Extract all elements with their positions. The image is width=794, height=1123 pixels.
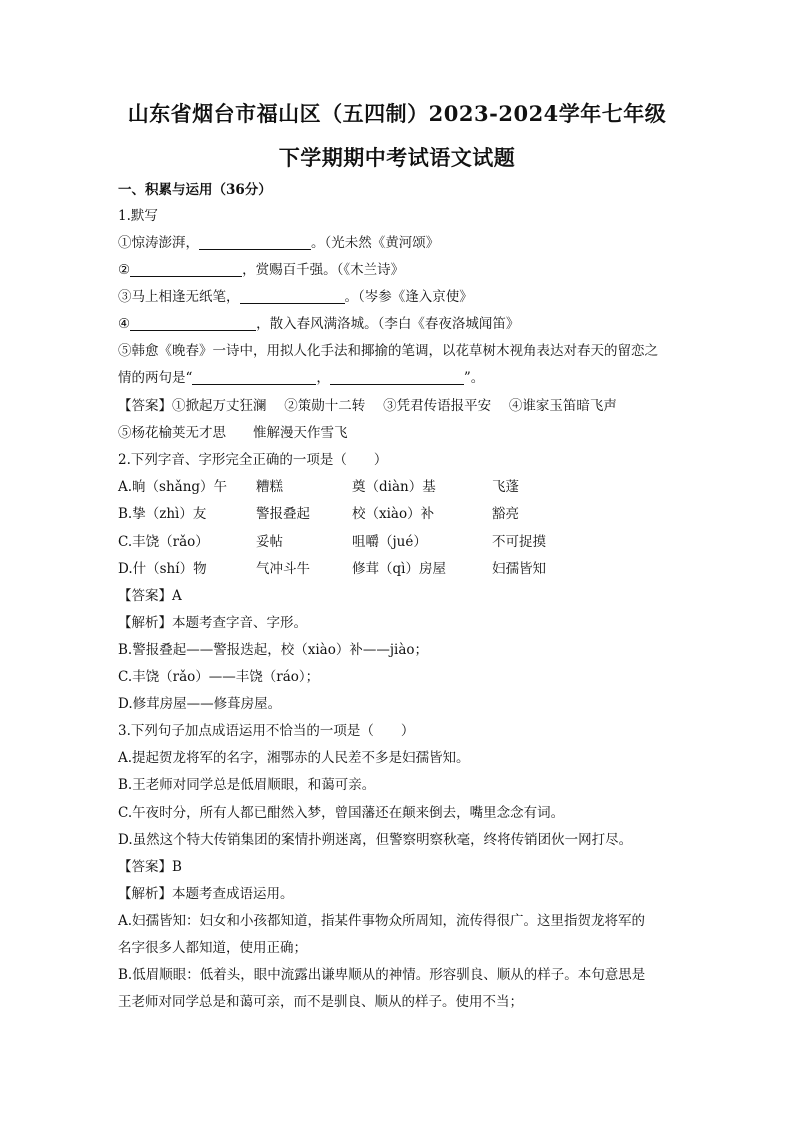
q2-option-d: D.什（shí）物 气冲斗牛 修茸（qì）房屋 妇孺皆知 — [118, 561, 546, 577]
answer-blank — [240, 289, 345, 304]
answer-blank — [192, 370, 316, 385]
q2-option-a: A.晌（shǎng）午 糟糕 奠（diàn）基 飞蓬 — [118, 479, 519, 495]
q3-heading: 3.下列句子加点成语运用不恰当的一项是（ ） — [118, 723, 415, 739]
q2-analysis-c: C.丰饶（rǎo）——丰饶（ráo）； — [118, 669, 320, 685]
answer-blank — [130, 262, 242, 277]
q2-option-b: B.挚（zhì）友 警报叠起 校（xiào）补 豁亮 — [118, 506, 519, 522]
q3-option-a: A.提起贺龙将军的名字，湘鄂赤的人民差不多是妇孺皆知。 — [118, 750, 470, 766]
q3-explain-4: 王老师对同学总是和蔼可亲，而不是驯良、顺从的样子。使用不当； — [118, 994, 523, 1010]
q1-answer-1: 【答案】①掀起万丈狂澜 ②策勋十二转 ③凭君传语报平安 ④谁家玉笛暗飞声 — [118, 398, 617, 414]
q3-analysis: 【解析】本题考查成语运用。 — [118, 886, 294, 902]
section-heading: 一、积累与运用（36分） — [118, 182, 272, 198]
q1-heading: 1.默写 — [118, 208, 158, 224]
q2-option-c: C.丰饶（rǎo） 妥帖 咀嚼（jué） 不可捉摸 — [118, 534, 546, 550]
answer-blank — [330, 370, 464, 385]
q2-answer: 【答案】A — [118, 588, 182, 604]
answer-blank — [130, 316, 256, 331]
q1-line-2: ② ，赏赐百千强。（《木兰诗》 — [118, 262, 405, 278]
q1-answer-2: ⑤杨花榆荚无才思 惟解漫天作雪飞 — [118, 425, 348, 441]
q3-explain-1: A.妇孺皆知：妇女和小孩都知道，指某件事物众所周知，流传得很广。这里指贺龙将军的 — [118, 913, 646, 929]
q1-line-6: 情的两句是“ ， ”。 — [118, 370, 485, 386]
q1-line-1: ①惊涛澎湃， 。（光未然《黄河颂》 — [118, 235, 440, 251]
q1-line-3: ③马上相逢无纸笔， 。（岑参《逢入京使》 — [118, 289, 473, 305]
q2-analysis: 【解析】本题考查字音、字形。 — [118, 615, 307, 631]
q1-line-5: ⑤韩愈《晚春》一诗中，用拟人化手法和揶揄的笔调，以花草树木视角表达对春天的留恋之 — [118, 343, 658, 359]
title-line-1: 山东省烟台市福山区（五四制）2023-2024学年七年级 — [127, 101, 667, 126]
q1-line-4: ④ ，散入春风满洛城。（李白《春夜洛城闻笛》 — [118, 316, 520, 332]
q2-analysis-d: D.修茸房屋——修葺房屋。 — [118, 696, 282, 712]
q2-heading: 2.下列字音、字形完全正确的一项是（ ） — [118, 452, 388, 468]
q2-analysis-b: B.警报叠起——警报迭起，校（xiào）补——jiào； — [118, 642, 428, 658]
q3-option-c: C.午夜时分，所有人都已酣然入梦，曾国藩还在颠来倒去，嘴里念念有词。 — [118, 805, 565, 821]
q3-option-d: D.虽然这个特大传销集团的案情扑朔迷离，但警察明察秋毫，终将传销团伙一网打尽。 — [118, 832, 633, 848]
q3-explain-3: B.低眉顺眼：低着头，眼中流露出谦卑顺从的神情。形容驯良、顺从的样子。本句意思是 — [118, 967, 646, 983]
q3-explain-2: 名字很多人都知道，使用正确； — [118, 940, 307, 956]
title-line-2: 下学期期中考试语文试题 — [278, 145, 516, 170]
q3-answer: 【答案】B — [118, 859, 182, 875]
q3-option-b: B.王老师对同学总是低眉顺眼，和蔼可亲。 — [118, 777, 376, 793]
answer-blank — [199, 235, 311, 250]
